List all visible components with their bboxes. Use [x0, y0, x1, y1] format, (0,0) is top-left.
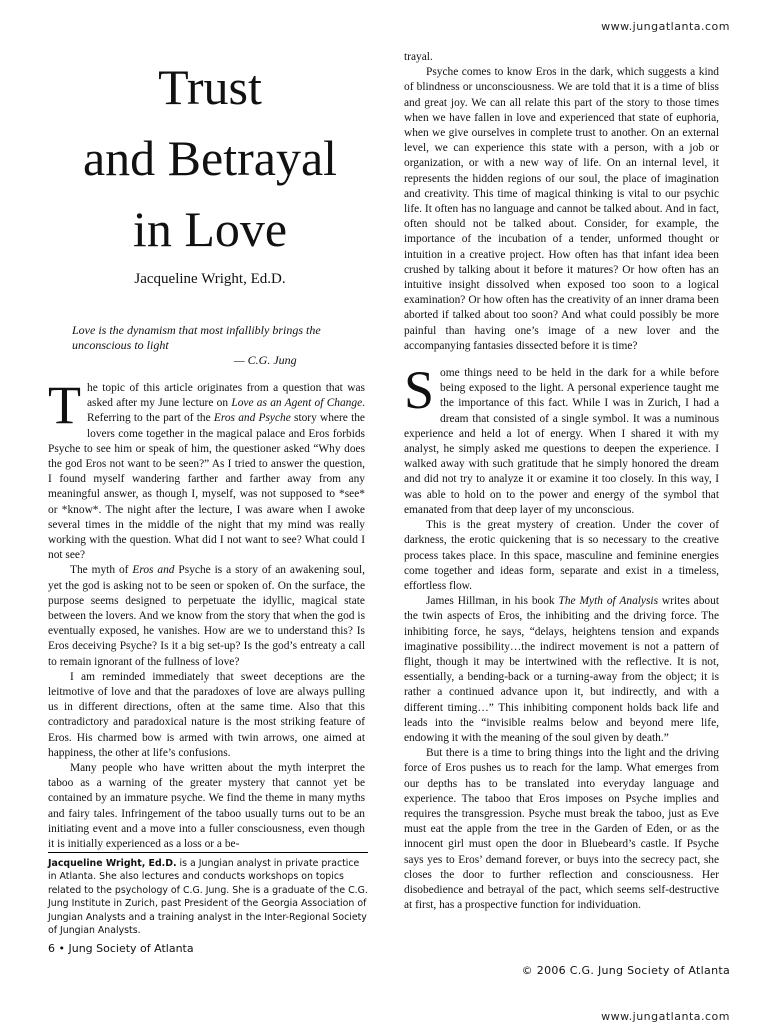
text-span: he topic of this article originates from a question that was asked after my June lecture on: [87, 382, 365, 410]
paragraph-intro: [48, 375, 365, 563]
text-span: . Referring to the part of the: [87, 397, 365, 425]
paragraph: Many people who have written about the myth interpret the taboo as a warning of the greater mystery that cannot yet be contained by an immature psyche. We find the theme in many myths and fairy tales. Infringement of the taboo usually turns out to be an initiating event and a move into a fuller consciousness, even though it is initially experienced as a loss or a be-: [48, 762, 365, 851]
myth-title: Eros and Psyche: [213, 412, 291, 425]
author-byline: Jacqueline Wright, Ed.D.: [134, 271, 286, 287]
text-span: James Hillman, in his book: [426, 595, 559, 608]
bio-name: Jacqueline Wright, Ed.D.: [48, 858, 177, 869]
text-span: writes about the twin aspects of Eros, the inhibiting and the driving force. The inhibiting force, he says, “delays, heightens tension and expands imaginative possibility…the indirect movement is not a pattern of flight, though it may be intertwined with the reflective. It is not, essentially, a bending-back or a turning-away from the object; it is rather a continued advance upon it, but indirectly, and with a different timing…” This inhibiting component holds back life and leads into the “invisible realms below and beyond mere life, endowing it with the meaning of the soul given by death.”: [404, 595, 719, 744]
right-column: [404, 50, 719, 913]
paragraph: Psyche comes to know Eros in the dark, which suggests a kind of blindness or unconsciousness. We are told that it is a time of bliss and great joy. We can all relate this part of the story to those times when we have fallen in love and experienced that state of euphoria, when we give ourselves in complete trust to another. On an external level, we can experience this state with a person, with a job or organization, or with a new way of life. On an internal level, it represents the hidden regions of our soul, the place of imagination and creativity. This time of magical thinking is vital to our psychic life. It often has no language and cannot be talked about. And in fact, often should not be talked about. Consider, for example, the importance of the incubation of a tender, unformed thought or intuition in a creative project. How often has that infant idea been crushed by talking about it before it matures? Or how often has an intuitive insight dissolved when exposed too soon to a logical examination? Or how often has the creativity of an inner drama been aborted if talked about too soon? And what could possibly be more painful than having one’s image of a new lover and the accompanying fantasies dissected before it is time?: [404, 66, 719, 352]
paragraph: But there is a time to bring things into the light and the driving force of Eros pushes us to reach for the lamp. What emerges from our depths has to be translated into everyday language and experience. The taboo that Eros imposes on Psyche implies and requires the transgression. Psyche must break the taboo, just as Eve must eat the apple from the tree in the Garden of Eden, or as the innocent girl must open the door in Bluebeard’s castle. If Psyche says yes to Eros’ demand forever, or buys into the secrecy pact, she closes the door to further reflection and consciousness. Her disobedience and betrayal of the pact, which seems self-destructive at first, has a prospective function for individuation.: [404, 747, 719, 912]
paragraph-section-start: [404, 360, 719, 518]
copyright-notice: © 2006 C.G. Jung Society of Atlanta: [521, 964, 730, 977]
bio-text: is a Jungian analyst in private practice in Atlanta. She also lectures and conducts workshops on topics related to the psychology of C.G. Jung. She is a graduate of the C.G. Jung Institute in Zurich, past President of the Georgia Association of Jungian Analysts and a training analyst in the Inter-Regional Society of Jungian Analysts.: [48, 858, 368, 937]
author-bio: [48, 852, 368, 937]
paragraph: I am reminded immediately that sweet deceptions are the leitmotive of love and that the paradoxes of love are always pulling us in different directions, often at the same time. Also that this contradictory and paradoxical nature is the most striking feature of Eros. His charmed bow is armed with twin arrows, one aimed at happiness, the other at life’s confusions.: [48, 670, 365, 759]
text-span: Psyche is a story of an awakening soul, yet the god is asking not to be seen or spoken of. On the surface, the purpose seems designed to perpetuate the idyllic, magical state between the lovers. And we know from the story that when the god is eventually exposed, he vanishes. How are we to understand this? Is Eros deceiving Psyche? Is it a big set-up? Is the god’s entreaty a call to remain ignorant of the fullness of love?: [48, 564, 366, 668]
book-title: The Myth of Analysis: [558, 595, 659, 608]
header-url: www.jungatlanta.com: [601, 20, 730, 33]
text-span: ome things need to be held in the dark for a while before being exposed to the light. A personal experience taught me the importance of this fact. While I was in Zurich, I had a dream that consisted of a single symbol. It was a numinous experience and held a lot of energy. When I shared it with my analyst, he simply asked me questions to deepen the experience. I walked away with such gratitude that he simply honored the dream and did not try to analyze it or examine it too closely. In this way, I was able to hold on to the power and energy of the symbol that emanated from that deep layer of my unconscious.: [404, 367, 719, 516]
drop-cap-t: T: [48, 375, 81, 435]
page-footer-label: 6 • Jung Society of Atlanta: [48, 942, 194, 955]
epigraph-attribution: — C.G. Jung: [234, 353, 297, 367]
paragraph: [404, 594, 719, 746]
paragraph-continued: trayal.: [404, 51, 433, 63]
paragraph: [48, 563, 365, 669]
book-title: Love as an Agent of Change: [231, 397, 363, 410]
title-line-2: and Betrayal: [82, 130, 338, 186]
text-span: The myth of: [70, 564, 133, 577]
drop-cap-s: S: [404, 360, 435, 421]
left-column: [48, 375, 366, 852]
myth-title: Eros and: [132, 564, 175, 577]
title-line-3: in Love: [132, 201, 288, 257]
text-span: story where the lovers come together in the magical palace and Eros forbids Psyche to see him or speak of him, the questioner asked “Why does the god Eros not want to be seen?” As I tried to answer the question, I found myself wandering farther and farther away from any meaningful answer, as though I, myself, was not supposed to *see* or *know*. The night after the lecture, I was aware when I awoke several times in the middle of the night that my mind was really working with the question. What did I not want to see? What could I not see?: [48, 412, 365, 562]
epigraph-quote: Love is the dynamism that most infallibly brings the unconscious to light: [72, 323, 321, 352]
footer-url: www.jungatlanta.com: [601, 1010, 730, 1023]
title-line-1: Trust: [158, 59, 262, 115]
paragraph: This is the great mystery of creation. Under the cover of darkness, the erotic quickening that is so necessary to the creative process takes place. In this space, masculine and feminine energies come together and ideas form, separate and exist in a timeless, effortless flow.: [404, 519, 719, 592]
article-title: [40, 52, 380, 265]
